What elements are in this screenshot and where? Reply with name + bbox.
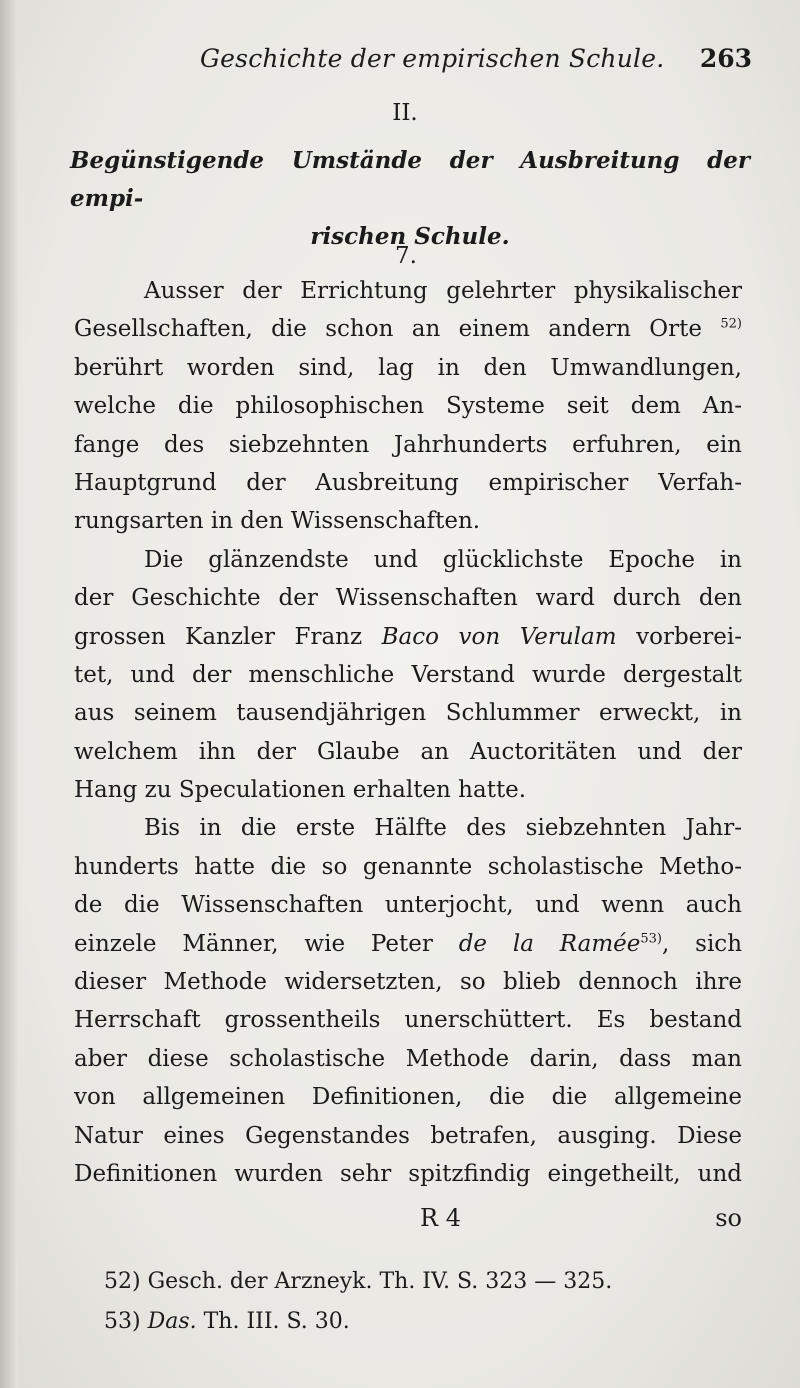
signature-mark: R 4: [420, 1204, 461, 1232]
text-line: [74, 618, 742, 656]
text-line: de die Wissenschaften unterjocht, und wenn auch: [74, 892, 742, 919]
italic-name: de la Ramée: [458, 930, 641, 957]
page-number: 263: [699, 44, 752, 73]
text-line: der Geschichte der Wissenschaften ward durch den: [74, 585, 742, 612]
text-line: Ausser der Errichtung gelehrter physikalischer: [144, 278, 742, 304]
text-line: tet, und der menschliche Verstand wurde dergestalt: [74, 661, 742, 688]
text-line: [74, 925, 742, 963]
section-title-line-2: rischen Schule.: [310, 223, 510, 250]
text-line: [74, 310, 742, 348]
section-title-line-1: Begünstigende Umstände der Ausbreitung der empi-: [70, 147, 750, 212]
text-span: Gesellschaften, die schon an einem andern Orte: [74, 316, 702, 343]
footnote-52: 52) Gesch. der Arzneyk. Th. IV. S. 323 — 325.: [104, 1269, 613, 1294]
text-line: aber diese scholastische Methode darin, dass man: [74, 1045, 742, 1072]
text-line: welchem ihn der Glaube an Auctoritäten und der: [74, 738, 742, 765]
catchword: so: [715, 1204, 742, 1232]
italic-name: Baco von Verulam: [381, 623, 617, 650]
text-span: grossen Kanzler Franz: [74, 623, 363, 650]
text-line: Hauptgrund der Ausbreitung empirischer Verfah-: [74, 469, 742, 496]
section-title: [70, 142, 750, 256]
footnote-abbrev: Das.: [147, 1309, 197, 1334]
text-line: rungsarten in den Wissenschaften.: [74, 508, 481, 535]
section-number: II.: [392, 100, 418, 126]
text-line: Definitionen wurden sehr spitzfindig eingetheilt, und: [74, 1160, 742, 1187]
text-line: fange des siebzehnten Jahrhunderts erfuhren, ein: [74, 431, 742, 458]
footnote-text: Th. III. S. 30.: [203, 1309, 350, 1334]
footnote-53: [104, 1302, 612, 1342]
text-span: einzele Männer, wie Peter: [74, 930, 433, 957]
body-text: [74, 272, 742, 1193]
page-header: [200, 40, 752, 76]
text-line: Die glänzendste und glücklichste Epoche in: [144, 546, 742, 573]
text-line: aus seinem tausendjährigen Schlummer erweckt, in: [74, 700, 742, 727]
text-line: Herrschaft grossentheils unerschüttert. Es bestand: [74, 1007, 742, 1034]
text-line: welche die philosophischen Systeme seit dem An-: [74, 393, 742, 420]
text-line: Natur eines Gegenstandes betrafen, ausging. Diese: [74, 1122, 742, 1149]
running-title: Geschichte der empirischen Schule.: [200, 44, 665, 73]
text-line: Bis in die erste Hälfte des siebzehnten Jahr-: [144, 815, 742, 842]
footnote-ref-52: 52): [720, 316, 742, 332]
footnotes: [104, 1262, 612, 1342]
page-gutter: [0, 0, 18, 1388]
text-line: dieser Methode widersetzten, so blieb dennoch ihre: [74, 969, 742, 996]
paragraph-number: 7.: [395, 243, 417, 269]
text-line: berührt worden sind, lag in den Umwandlungen,: [74, 354, 742, 381]
text-line: hunderts hatte die so genannte scholastische Metho-: [74, 853, 742, 880]
text-span: vorberei-: [636, 623, 742, 650]
footnote-ref-53: 53): [640, 930, 662, 946]
text-span: , sich: [662, 930, 742, 957]
footnote-number: 53): [104, 1309, 141, 1334]
text-line: Hang zu Speculationen erhalten hatte.: [74, 777, 527, 804]
text-line: von allgemeinen Definitionen, die die allgemeine: [74, 1084, 742, 1111]
